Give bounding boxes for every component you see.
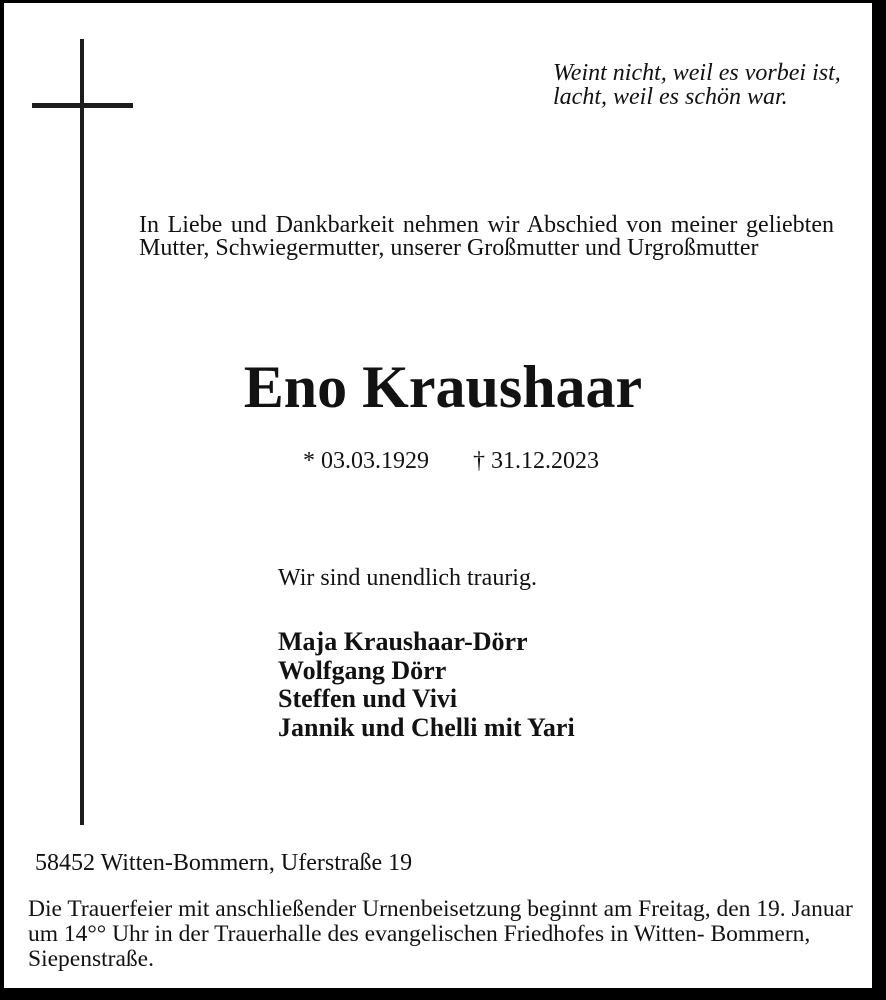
deceased-name: Eno Kraushaar <box>243 354 643 420</box>
death-date: † 31.12.2023 <box>473 448 599 474</box>
epigraph-quote <box>553 61 853 109</box>
address-line: 58452 Witten-Bommern, Uferstraße 19 <box>35 850 413 876</box>
frame-edge-bottom <box>0 988 886 1000</box>
intro-line: Mutter, Schwiegermutter, unserer Großmutter und Urgroßmutter <box>139 235 759 261</box>
intro-line: In Liebe und Dankbarkeit nehmen wir Abschied von meiner geliebten <box>139 212 834 238</box>
intro-paragraph <box>139 214 834 260</box>
mourner-name: Wolfgang Dörr <box>278 655 447 685</box>
cross-vertical-bar <box>80 39 84 825</box>
life-dates <box>303 449 599 473</box>
frame-edge-left <box>0 0 4 1000</box>
grief-statement: Wir sind unendlich traurig. <box>278 565 537 591</box>
cross-horizontal-bar <box>32 103 133 108</box>
mourner-name: Maja Kraushaar-Dörr <box>278 627 528 656</box>
funeral-info-line: um 14°° Uhr in der Trauerhalle des evangelischen Friedhofes in Witten- Bommern, <box>28 921 811 947</box>
birth-date: * 03.03.1929 <box>303 448 429 474</box>
funeral-info-line: Siepenstraße. <box>28 946 154 972</box>
quote-line: lacht, weil es schön war. <box>553 84 788 110</box>
mourners-list <box>278 628 575 742</box>
mourner-name: Steffen und Vivi <box>278 684 458 713</box>
funeral-info-line: Die Trauerfeier mit anschließender Urnenbeisetzung beginnt am Freitag, den 19. Januar <box>28 896 853 922</box>
mourner-name: Jannik und Chelli mit Yari <box>278 712 575 742</box>
frame-edge-top <box>0 0 886 3</box>
funeral-info-paragraph <box>28 897 853 972</box>
frame-edge-right <box>872 0 886 1000</box>
quote-line: Weint nicht, weil es vorbei ist, <box>553 60 841 86</box>
